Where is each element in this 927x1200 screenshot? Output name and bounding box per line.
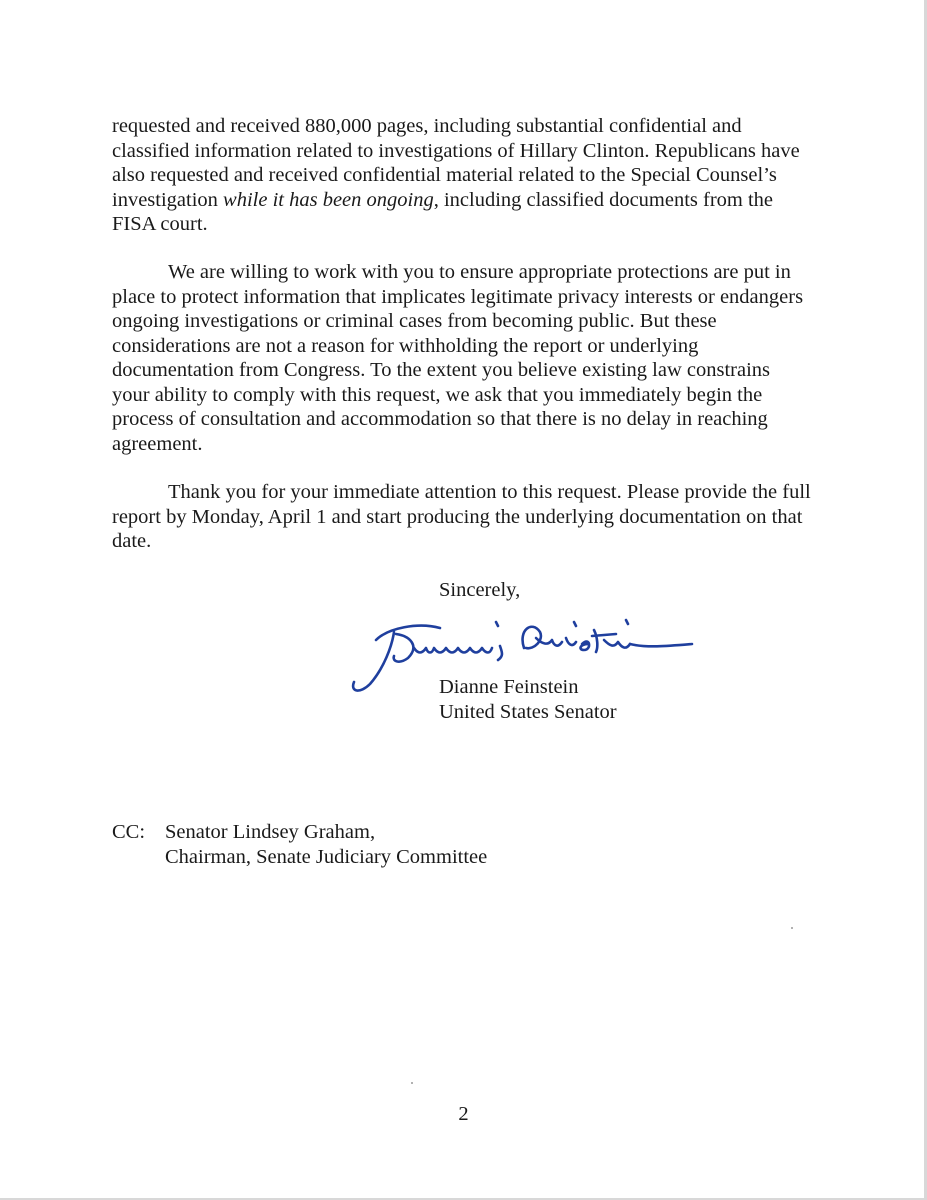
scan-speck bbox=[411, 1082, 413, 1084]
signer-name: Dianne Feinstein bbox=[439, 676, 579, 698]
signer-title: United States Senator bbox=[439, 701, 617, 723]
cc-label: CC: bbox=[112, 821, 146, 843]
body-paragraph-2: We are willing to work with you to ensure appropriate protections are put in place to protect information that implicates legitimate privacy interests or endangers ongoing investigations or criminal cases from becoming public. But these considerations are not a reason for withholding the report or underlying documentation from Congress. To the extent you believe existing law constrains your ability to comply with this request, we ask that you immediately begin the process of consultation and accommodation so that there is no delay in reaching agreement. bbox=[112, 261, 804, 455]
scan-speck bbox=[791, 927, 793, 929]
body-paragraph-1 bbox=[112, 114, 812, 237]
paragraph-1-text-a: requested and received 880,000 pages, including substantial confidential and classified information related to investigations of Hillary Clinton. Republicans have also requested and received confidential material related to the Special Counsel’s investigation bbox=[112, 115, 800, 211]
paragraph-1-italic-phrase: while it has been ongoing bbox=[223, 188, 434, 211]
page-number: 2 bbox=[458, 1103, 469, 1125]
body-paragraph-3: Thank you for your immediate attention to this request. Please provide the full report by Monday, April 1 and start producing the underlying documentation on that date. bbox=[112, 481, 811, 552]
cc-recipient-role: Chairman, Senate Judiciary Committee bbox=[165, 846, 488, 868]
closing-salutation: Sincerely, bbox=[439, 579, 521, 601]
cc-recipient: Senator Lindsey Graham, bbox=[165, 821, 376, 843]
paragraph-1-text-b: , including classified documents from the FISA court. bbox=[112, 188, 774, 235]
